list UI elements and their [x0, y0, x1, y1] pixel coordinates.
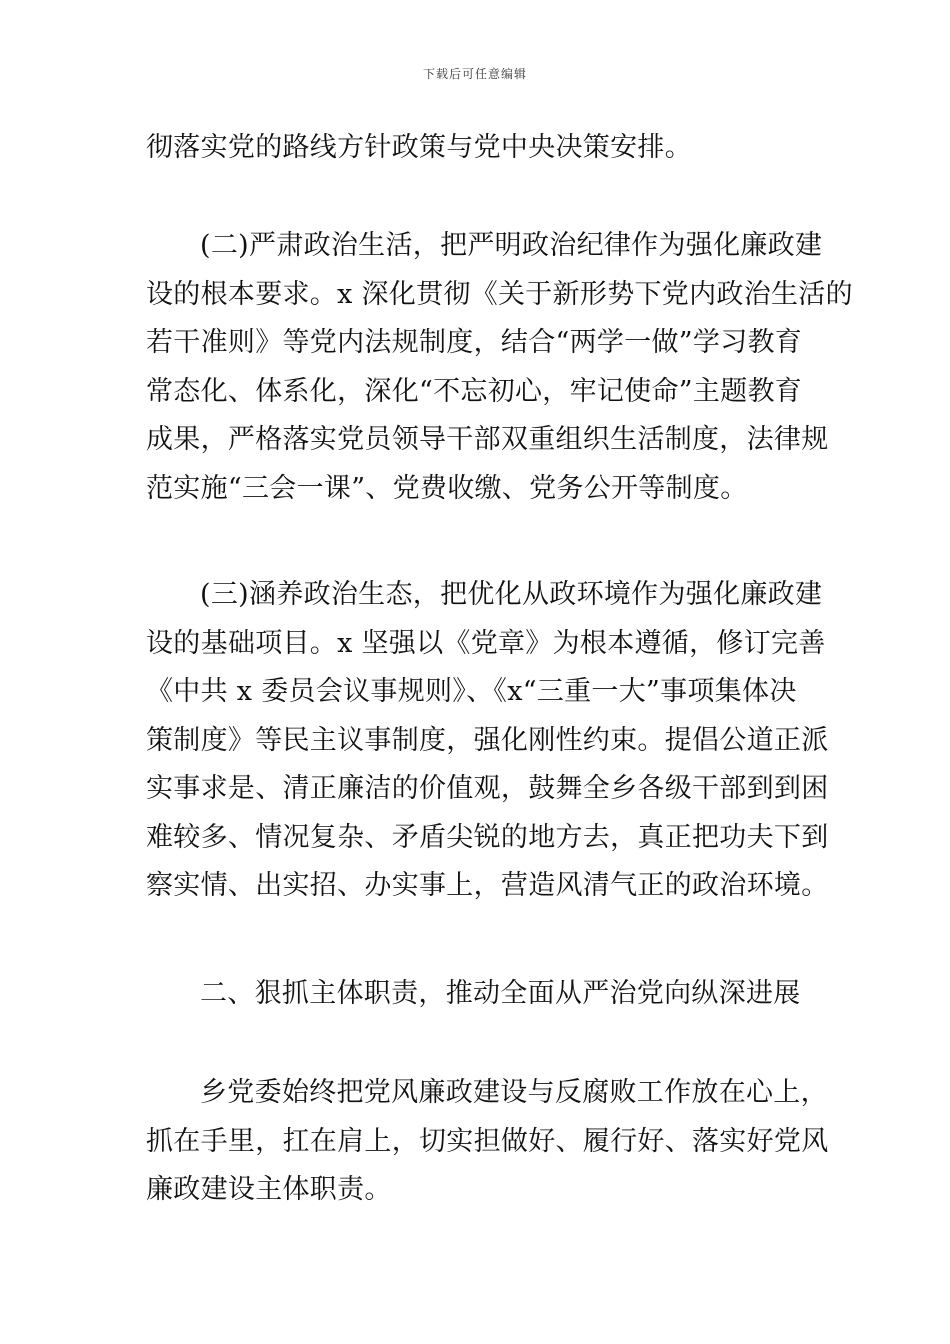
paragraph-section-2 [146, 222, 853, 513]
text-line: 范实施“三会一课”、党费收缴、党务公开等制度。 [146, 472, 748, 504]
text-line: 乡党委始终把党风廉政建设与反腐败工作放在心上， [200, 1077, 828, 1108]
heading-line: 二、狠抓主体职责，推动全面从严治党向纵深进展 [200, 978, 801, 1009]
text-line: 实事求是、清正廉洁的价值观，鼓舞全乡各级干部到到困 [146, 773, 829, 804]
text-line: 《中共 x 委员会议事规则》、《x“三重一大”事项集体决 [146, 676, 797, 707]
paragraph-section-two-body [146, 1069, 829, 1215]
text-line: 抓在手里，扛在肩上，切实担做好、履行好、落实好党风 [146, 1125, 829, 1157]
text-line: 常态化、体系化，深化“不忘初心，牢记使命”主题教育 [146, 375, 803, 407]
text-line: 设的基础项目。x 坚强以《党章》为根本遵循，修订完善 [146, 627, 826, 659]
text-line: 设的根本要求。x 深化贯彻《关于新形势下党内政治生活的 [146, 278, 853, 310]
paragraph-continuation [146, 124, 810, 173]
text-line: 策制度》等民主议事制度，强化刚性约束。提倡公道正派 [146, 724, 829, 756]
text-line: (三)涵养政治生态，把优化从政环境作为强化廉政建 [200, 579, 823, 610]
page-header: 下载后可任意编辑 [422, 67, 527, 81]
section-heading [146, 970, 810, 1019]
text-line: 彻落实党的路线方针政策与党中央决策安排。 [146, 132, 692, 163]
text-line: 成果，严格落实党员领导干部双重组织生活制度，法律规 [146, 424, 829, 455]
text-line: 廉政建设主体职责。 [146, 1174, 392, 1205]
text-line: (二)严肃政治生活，把严明政治纪律作为强化廉政建 [200, 230, 823, 261]
paragraph-section-3 [146, 571, 829, 911]
text-line: 若干准则》等党内法规制度，结合“两学一做”学习教育 [146, 327, 803, 358]
text-line: 难较多、情况复杂、矛盾尖锐的地方去，真正把功夫下到 [146, 821, 829, 853]
text-line: 察实情、出实招、办实事上，营造风清气正的政治环境。 [146, 870, 829, 901]
